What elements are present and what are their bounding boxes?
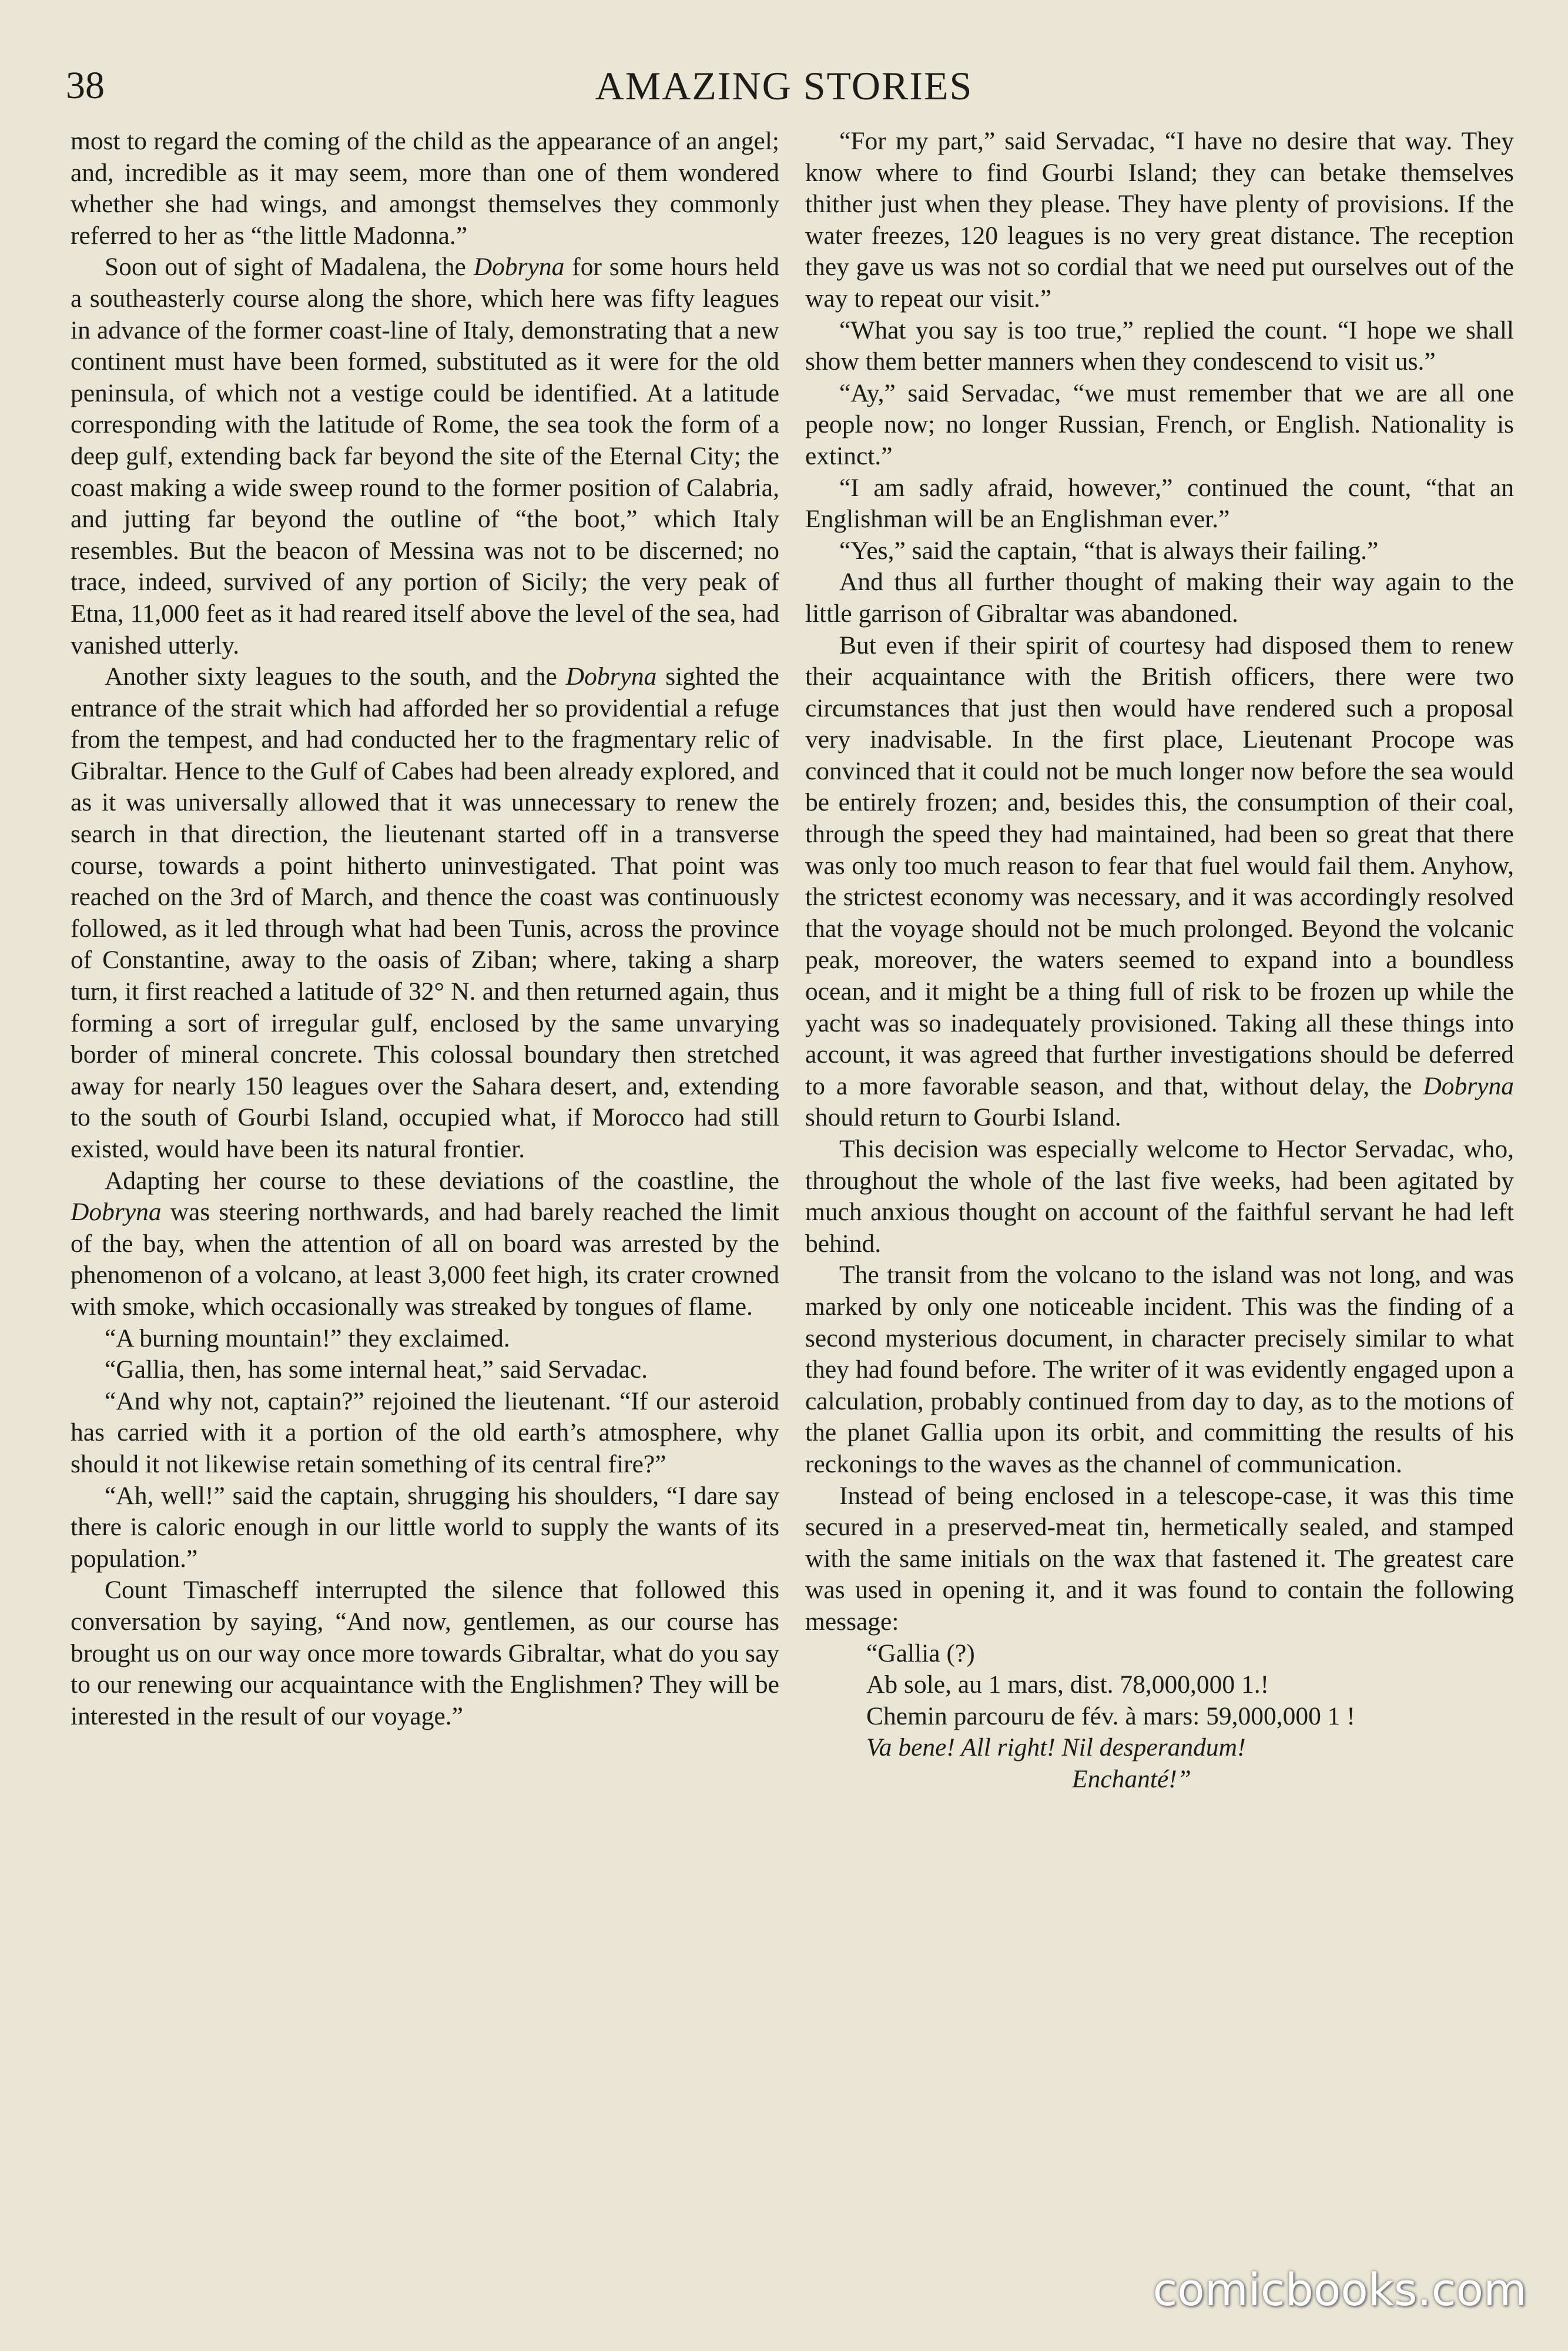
- paragraph: [805, 378, 1514, 473]
- text-run: The transit from the volcano to the island was not long, and was marked by only one noticeable incident. This was the finding of a second mysterious document, in character precisely similar to what they had found before. The writer of it was evidently engaged upon a calculation, probably continued from day to day, as to the motions of the planet Gallia upon its orbit, and committing the results of his reckonings to the waves as the channel of communication.: [805, 1261, 1514, 1478]
- text-run: And thus all further thought of making their way again to the little garrison of Gibraltar was abandoned.: [805, 568, 1514, 628]
- paragraph: [805, 126, 1514, 315]
- page-number: 38: [66, 64, 105, 107]
- paragraph: [71, 1386, 779, 1481]
- text-run: “Ay,” said Servadac, “we must remember that we are all one people now; no longer Russian, French, or English. Nationality is extinct.”: [805, 379, 1514, 470]
- paragraph: [805, 630, 1514, 1134]
- paragraph: [71, 661, 779, 1166]
- text-run: Adapting her course to these deviations of the coastline, the: [105, 1166, 779, 1195]
- text-run: Soon out of sight of Madalena, the: [105, 253, 474, 282]
- text-run: But even if their spirit of courtesy had disposed them to renew their acquaintance with the British officers, there were two circumstances that just then would have rendered such a proposal very inadvisable. In the first place, Lieutenant Procope was convinced that it could not be much longer now before the sea would be entirely frozen; and, besides this, the consumption of their coal, through the speed they had maintained, had been so great that there was only too much reason to fear that fuel would fail them. Anyhow, the strictest economy was necessary, and it was accordingly resolved that the voyage should not be much prolonged. Beyond the volcanic peak, moreover, the waters seemed to expand into a boundless ocean, and it might be a thing full of risk to be frozen up while the yacht was so inadequately provisioned. Taking all these things into account, it was agreed that further investigations should be deferred to a more favorable season, and that, without delay, the: [805, 631, 1514, 1100]
- text-run: “What you say is too true,” replied the count. “I hope we shall show them better manners when they condescend to visit us.”: [805, 316, 1514, 376]
- paragraph: [71, 126, 779, 252]
- paragraph: [805, 315, 1514, 378]
- message-line: “Gallia (?): [866, 1639, 975, 1667]
- paragraph: [71, 1323, 779, 1355]
- paragraph: [805, 1134, 1514, 1260]
- text-run: “Yes,” said the captain, “that is always their failing.”: [839, 536, 1379, 565]
- paragraph: [805, 473, 1514, 535]
- text-run: was steering northwards, and had barely reached the limit of the bay, when the attention of all on board was arrested by the phenomenon of a volcano, at least 3,000 feet high, its crater crowned with smoke, which occasionally was streaked by tongues of flame.: [71, 1198, 779, 1321]
- message-line: Ab sole, au 1 mars, dist. 78,000,000 1.!: [866, 1670, 1269, 1699]
- message-line: Va bene! All right! Nil desperandum!: [866, 1733, 1246, 1762]
- text-run: “Ah, well!” said the captain, shrugging his shoulders, “I dare say there is caloric enough in our little world to supply the wants of its population.”: [71, 1481, 779, 1573]
- paragraph: [71, 252, 779, 661]
- italic-text: Dobryna: [1423, 1071, 1514, 1100]
- text-run: This decision was especially welcome to Hector Servadac, who, throughout the whole of the last five weeks, had been agitated by much anxious thought on account of the faithful servant he had left behind.: [805, 1135, 1514, 1258]
- paragraph: [805, 535, 1514, 567]
- text-run: sighted the entrance of the strait which had afforded her so providential a refuge from the tempest, and had conducted her to the fragmentary relic of Gibraltar. Hence to the Gulf of Cabes had been already explored, and as it was universally allowed that it was unnecessary to renew the search in that direction, the lieutenant started off in a transverse course, towards a point hitherto uninvestigated. That point was reached on the 3rd of March, and thence the coast was continuously followed, as it led through what had been Tunis, across the province of Constantine, away to the oasis of Ziban; where, taking a sharp turn, it first reached a latitude of 32° N. and then returned again, thus forming a sort of irregular gulf, enclosed by the same unvarying border of mineral concrete. This colossal boundary then stretched away for nearly 150 leagues over the Sahara desert, and, extending to the south of Gourbi Island, occupied what, if Morocco had still existed, would have been its natural frontier.: [71, 662, 779, 1163]
- paragraph: [71, 1166, 779, 1323]
- italic-text: Dobryna: [565, 662, 657, 691]
- right-column-paragraphs: [805, 126, 1514, 1638]
- paragraph: [71, 1481, 779, 1575]
- message-line: Chemin parcouru de fév. à mars: 59,000,000 1 !: [866, 1702, 1355, 1730]
- paragraph: [805, 1260, 1514, 1480]
- paragraph: [71, 1354, 779, 1386]
- text-run: for some hours held a southeasterly course along the shore, which here was fifty leagues in advance of the former coast-line of Italy, demonstrating that a new continent must have been formed, substituted as it were for the old peninsula, of which not a vestige could be identified. At a latitude corresponding with the latitude of Rome, the sea took the form of a deep gulf, extending back far beyond the site of the Eternal City; the coast making a wide sweep round to the former position of Calabria, and jutting far beyond the outline of “the boot,” which Italy resembles. But the beacon of Messina was not to be discerned; no trace, indeed, survived of any portion of Sicily; the very peak of Etna, 11,000 feet as it had reared itself above the level of the sea, had vanished utterly.: [71, 253, 779, 659]
- paragraph: [805, 1481, 1514, 1638]
- text-run: should return to Gourbi Island.: [805, 1103, 1121, 1132]
- cipher-message: [805, 1638, 1514, 1796]
- text-run: Instead of being enclosed in a telescope-case, it was this time secured in a preserved-meat tin, hermetically sealed, and stamped with the same initials on the wax that fastened it. The greatest care was used in opening it, and it was found to contain the following message:: [805, 1481, 1514, 1636]
- text-run: most to regard the coming of the child as the appearance of an angel; and, incredible as it may seem, more than one of them wondered whether she had wings, and amongst themselves they commonly referred to her as “the little Madonna.”: [71, 127, 779, 250]
- paragraph: [71, 1575, 779, 1732]
- text-run: “Gallia, then, has some internal heat,” said Servadac.: [105, 1355, 648, 1384]
- paragraph: [805, 567, 1514, 629]
- text-run: “A burning mountain!” they exclaimed.: [105, 1324, 510, 1352]
- left-column: [71, 126, 779, 2300]
- message-line: Enchanté!”: [1072, 1764, 1191, 1793]
- magazine-title: AMAZING STORIES: [595, 63, 973, 108]
- text-run: “And why not, captain?” rejoined the lieutenant. “If our asteroid has carried with it a portion of the old earth’s atmosphere, why should it not likewise retain something of its central fire?”: [71, 1387, 779, 1478]
- text-run: “I am sadly afraid, however,” continued the count, “that an Englishman will be an Englishman ever.”: [805, 473, 1514, 534]
- italic-text: Dobryna: [71, 1198, 162, 1227]
- text-run: Count Timascheff interrupted the silence that followed this conversation by saying, “And now, gentlemen, as our course has brought us on our way once more towards Gibraltar, what do you say to our renewing our acquaintance with the Englishmen? They will be interested in the result of our voyage.”: [71, 1576, 779, 1730]
- page-header: [66, 56, 1502, 121]
- watermark: comicbooks.com: [1152, 2263, 1527, 2316]
- text-run: “For my part,” said Servadac, “I have no desire that way. They know where to find Gourbi Island; they can betake themselves thither just when they please. They have plenty of provisions. If the water freezes, 120 leagues is no very great distance. The reception they gave us was not so cordial that we need put ourselves out of the way to repeat our visit.”: [805, 127, 1514, 313]
- right-column: [805, 126, 1514, 2300]
- italic-text: Dobryna: [473, 253, 565, 282]
- text-run: Another sixty leagues to the south, and the: [105, 662, 566, 691]
